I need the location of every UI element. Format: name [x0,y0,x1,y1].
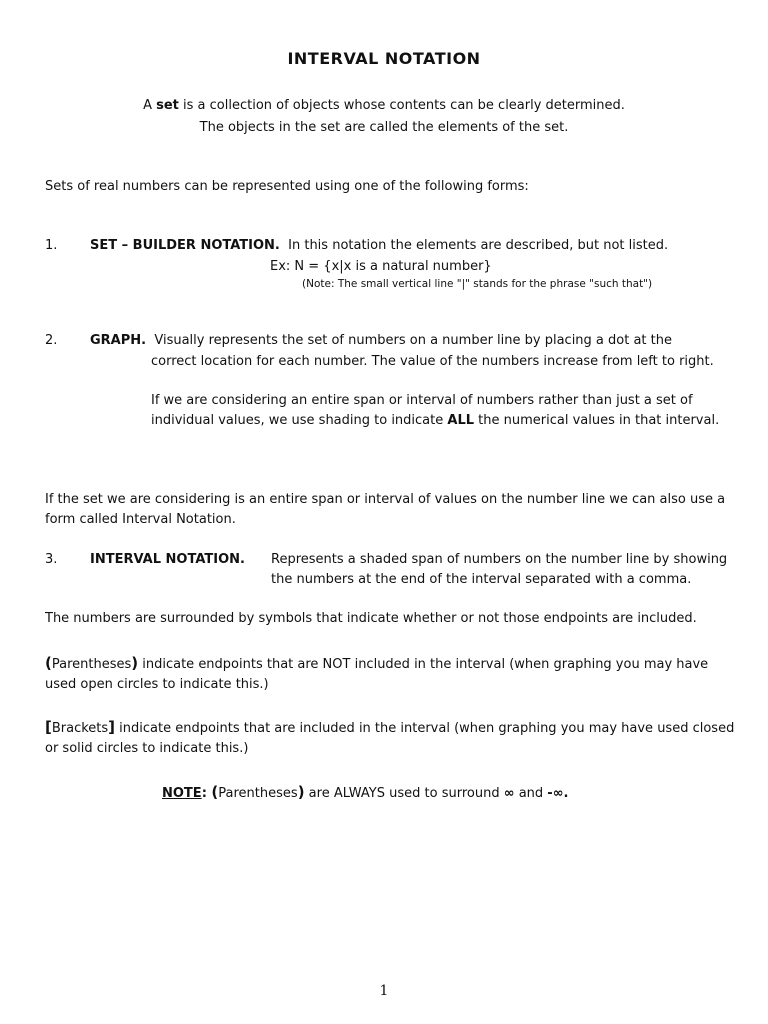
interval-intro-line-2: form called Interval Notation. [45,512,236,527]
set-definition-line-1 [0,96,768,116]
item-2-line-1 [90,331,672,351]
note-open-paren: ( [211,783,219,801]
parentheses-line-1 [45,653,708,675]
note-line [162,782,568,804]
intro-pre: A [143,98,157,113]
open-paren: ( [45,654,52,672]
note-and: and [514,786,548,801]
note-period: . [563,786,569,801]
parentheses-word: Parentheses [51,657,132,672]
negative-infinity-symbol: -∞ [547,786,564,801]
page-number: 1 [379,983,389,999]
item-3-line-2: the numbers at the end of the interval separated with a comma. [271,572,692,587]
close-bracket: ] [108,718,116,736]
brackets-rest: indicate endpoints that are included in the interval (when graphing you may have used closed [115,721,735,736]
close-paren: ) [131,654,139,672]
open-bracket: [ [45,718,52,736]
item-3-number: 3. [45,552,58,567]
item-1-example: Ex: N = {x|x is a natural number} [270,259,492,274]
note-text: are ALWAYS used to surround [304,786,504,801]
endpoints-text: The numbers are surrounded by symbols that indicate whether or not those endpoints are included. [45,611,697,626]
item-2-line-2: correct location for each number. The value of the numbers increase from left to right. [151,354,714,369]
item-1-note: (Note: The small vertical line "|" stands for the phrase "such that") [302,278,653,290]
set-definition-line-2: The objects in the set are called the elements of the set. [199,120,569,135]
brackets-word: Brackets [51,721,109,736]
para-post: the numerical values in that interval. [474,413,720,428]
note-label: NOTE [162,786,202,801]
brackets-line-1 [45,717,734,739]
brackets-line-2: or solid circles to indicate this.) [45,741,249,756]
item-3-heading: INTERVAL NOTATION. [90,552,245,567]
parentheses-line-2: used open circles to indicate this.) [45,677,269,692]
note-colon: : [201,786,212,801]
item-2-text-1: Visually represents the set of numbers on a number line by placing a dot at the [154,333,672,348]
item-1-line [90,236,668,256]
item-2-number: 2. [45,333,58,348]
item-2-para-line-1: If we are considering an entire span or interval of numbers rather than just a set of [151,393,693,408]
page-title: INTERVAL NOTATION [287,49,481,68]
para-pre: individual values, we use shading to indicate [151,413,448,428]
interval-intro-line-1: If the set we are considering is an entire span or interval of values on the number line we can also use a [45,492,726,507]
item-1-text: In this notation the elements are described, but not listed. [288,238,669,253]
set-term: set [156,98,179,113]
note-close-paren: ) [297,783,305,801]
intro-post: is a collection of objects whose contents can be clearly determined. [178,98,625,113]
item-1-number: 1. [45,238,58,253]
item-2-para-line-2 [151,411,719,431]
item-3-line-1: Represents a shaded span of numbers on the number line by showing [271,552,728,567]
note-word: Parentheses [218,786,298,801]
item-2-heading: GRAPH. [90,333,147,348]
infinity-symbol: ∞ [503,786,515,801]
forms-intro: Sets of real numbers can be represented using one of the following forms: [45,179,529,194]
all-term: ALL [447,413,475,428]
parentheses-rest: indicate endpoints that are NOT included in the interval (when graphing you may have [138,657,709,672]
item-1-heading: SET – BUILDER NOTATION. [90,238,280,253]
